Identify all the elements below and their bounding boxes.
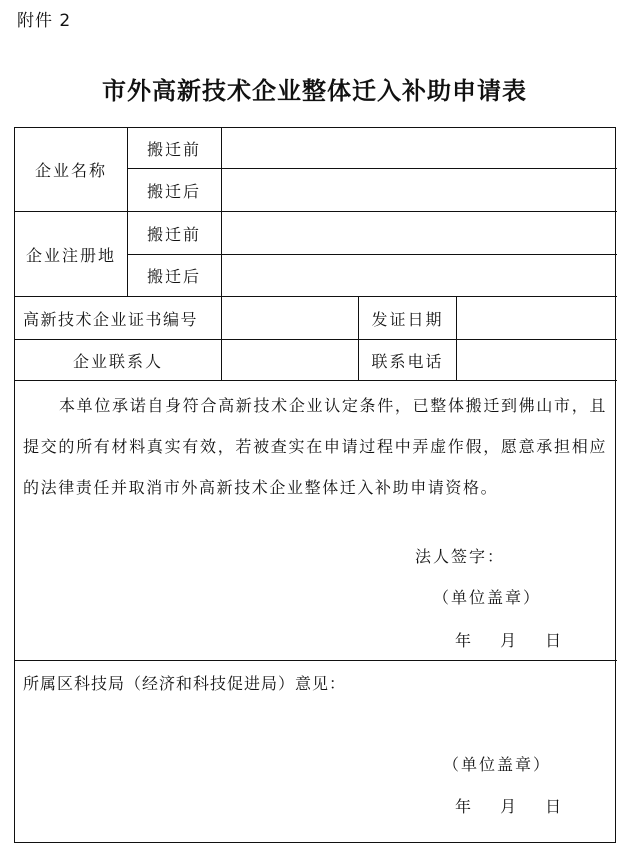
company-name-after-field[interactable] bbox=[222, 169, 617, 211]
legal-signature-field[interactable] bbox=[505, 538, 605, 564]
row-divider bbox=[15, 660, 617, 661]
company-name-after-label: 搬迁后 bbox=[146, 181, 201, 201]
issue-date-label: 发证日期 bbox=[371, 309, 444, 329]
seal-note: （单位盖章） bbox=[433, 588, 542, 607]
contact-person-label: 企业联系人 bbox=[72, 351, 163, 371]
company-name-label: 企业名称 bbox=[34, 161, 107, 180]
form-title: 市外高新技术企业整体迁入补助申请表 bbox=[102, 77, 527, 105]
contact-phone-label: 联系电话 bbox=[371, 351, 444, 371]
certificate-number-label: 高新技术企业证书编号 bbox=[23, 309, 199, 329]
bureau-opinion-field[interactable] bbox=[23, 700, 609, 750]
contact-person-field[interactable] bbox=[222, 340, 358, 380]
certificate-number-field[interactable] bbox=[222, 297, 358, 339]
company-name-before-label: 搬迁前 bbox=[146, 139, 201, 159]
attachment-label: 附件 2 bbox=[17, 11, 72, 31]
bureau-seal-note: （单位盖章） bbox=[443, 755, 552, 774]
registered-address-after-label: 搬迁后 bbox=[146, 267, 201, 286]
row-divider bbox=[15, 380, 617, 381]
bureau-date: 年 月 日 bbox=[455, 797, 562, 816]
contact-phone-field[interactable] bbox=[457, 340, 617, 380]
declaration-text: 本单位承诺自身符合高新技术企业认定条件，已整体搬迁到佛山市，且提交的所有材料真实有效，若被查实在申请过程中弄虚作假，愿意承担相应的法律责任并取消市外高新技术企业整体迁入补助申请资格。 bbox=[23, 396, 607, 497]
application-form bbox=[14, 127, 616, 843]
declaration-date: 年 月 日 bbox=[455, 631, 562, 650]
bureau-opinion-label: 所属区科技局（经济和科技促进局）意见： bbox=[23, 674, 347, 693]
registered-address-before-field[interactable] bbox=[222, 212, 617, 254]
registered-address-label: 企业注册地 bbox=[25, 245, 116, 265]
company-name-before-field[interactable] bbox=[222, 128, 617, 168]
registered-address-before-label: 搬迁前 bbox=[146, 224, 201, 244]
registered-address-after-field[interactable] bbox=[222, 255, 617, 296]
legal-signature-label: 法人签字： bbox=[415, 547, 506, 566]
issue-date-field[interactable] bbox=[457, 297, 617, 339]
